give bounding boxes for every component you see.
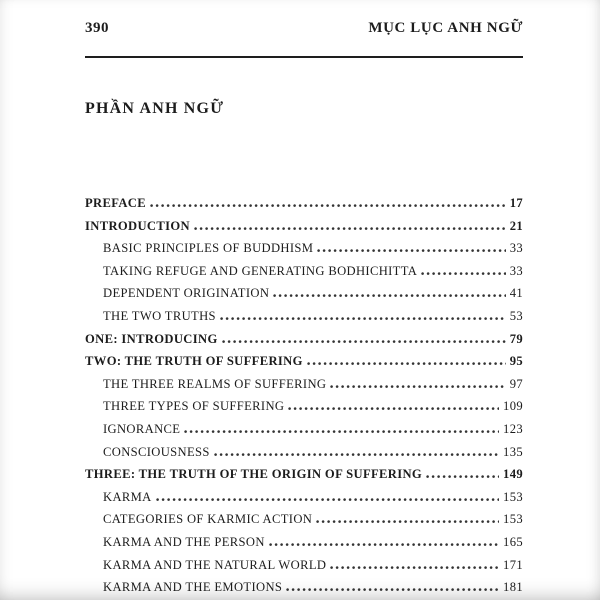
toc-entry-page: 95 <box>509 354 523 369</box>
header-rule <box>85 56 523 58</box>
toc-entry-page: 123 <box>503 421 523 436</box>
toc-entry-page: 171 <box>503 557 523 572</box>
toc-entry-page: 153 <box>503 489 523 504</box>
toc-entry <box>85 219 523 242</box>
toc-entry-page: 53 <box>509 308 523 323</box>
toc-entry-page: 33 <box>509 263 523 278</box>
toc-entry <box>85 264 523 287</box>
toc-entry-title: IGNORANCE <box>103 421 181 436</box>
toc-entry <box>85 580 523 600</box>
toc-entry-page: 181 <box>503 580 523 595</box>
toc-entry-title: THE TWO TRUTHS <box>103 308 216 323</box>
toc-entry-title: THREE TYPES OF SUFFERING <box>103 399 285 414</box>
toc-entry <box>85 241 523 264</box>
toc-entry-page: 165 <box>503 534 523 549</box>
toc-entry-page: 33 <box>509 241 523 256</box>
dot-leader <box>288 407 499 410</box>
dot-leader <box>330 566 499 569</box>
dot-leader <box>317 249 505 252</box>
running-header: MỤC LỤC ANH NGỮ <box>368 20 523 36</box>
toc-entry-title: KARMA AND THE EMOTIONS <box>103 580 283 595</box>
dot-leader <box>184 430 499 433</box>
toc-entry-page: 21 <box>509 218 523 233</box>
toc-entry-title: KARMA AND THE NATURAL WORLD <box>103 557 327 572</box>
toc-entry <box>85 196 523 219</box>
dot-leader <box>286 588 499 591</box>
toc-entry-title: CONSCIOUSNESS <box>103 444 210 459</box>
section-heading: PHẦN ANH NGỮ <box>85 100 225 117</box>
dot-leader <box>269 543 499 546</box>
toc-entry-page: 41 <box>509 286 523 301</box>
dot-leader <box>150 204 506 207</box>
toc-entry-title: INTRODUCTION <box>85 218 190 233</box>
table-of-contents <box>85 196 523 600</box>
toc-entry-page: 79 <box>509 331 523 346</box>
toc-entry <box>85 490 523 513</box>
toc-entry <box>85 354 523 377</box>
dot-leader <box>330 385 505 388</box>
toc-entry <box>85 558 523 581</box>
dot-leader <box>222 340 506 343</box>
dot-leader <box>156 498 499 501</box>
dot-leader <box>273 294 505 297</box>
toc-entry <box>85 512 523 535</box>
page-header <box>85 20 523 40</box>
toc-entry-page: 109 <box>503 399 523 414</box>
toc-entry <box>85 332 523 355</box>
dot-leader <box>307 362 506 365</box>
toc-entry <box>85 309 523 332</box>
dot-leader <box>214 453 499 456</box>
toc-entry <box>85 399 523 422</box>
toc-entry-title: PREFACE <box>85 196 146 210</box>
toc-entry-title: KARMA <box>103 489 152 504</box>
page-number: 390 <box>85 20 109 36</box>
toc-entry-title: BASIC PRINCIPLES OF BUDDHISM <box>103 241 314 256</box>
toc-entry-page: 135 <box>503 444 523 459</box>
toc-entry-title: THREE: THE TRUTH OF THE ORIGIN OF SUFFERING <box>85 467 423 482</box>
toc-entry-title: TAKING REFUGE AND GENERATING BODHICHITTA <box>103 263 418 278</box>
toc-entry <box>85 535 523 558</box>
toc-entry-title: THE THREE REALMS OF SUFFERING <box>103 376 327 391</box>
toc-entry <box>85 377 523 400</box>
dot-leader <box>316 520 499 523</box>
dot-leader <box>421 272 505 275</box>
toc-entry-page: 17 <box>509 196 523 210</box>
toc-entry <box>85 445 523 468</box>
dot-leader <box>194 227 506 230</box>
toc-entry-title: KARMA AND THE PERSON <box>103 534 265 549</box>
toc-entry <box>85 286 523 309</box>
dot-leader <box>220 317 506 320</box>
toc-entry-title: CATEGORIES OF KARMIC ACTION <box>103 512 313 527</box>
toc-entry-title: TWO: THE TRUTH OF SUFFERING <box>85 354 303 369</box>
toc-entry-page: 153 <box>503 512 523 527</box>
dot-leader <box>426 475 499 478</box>
toc-entry-page: 149 <box>503 467 523 482</box>
toc-entry-title: ONE: INTRODUCING <box>85 331 218 346</box>
toc-entry-page: 97 <box>509 376 523 391</box>
toc-entry <box>85 467 523 490</box>
toc-entry-title: DEPENDENT ORIGINATION <box>103 286 270 301</box>
toc-entry <box>85 422 523 445</box>
